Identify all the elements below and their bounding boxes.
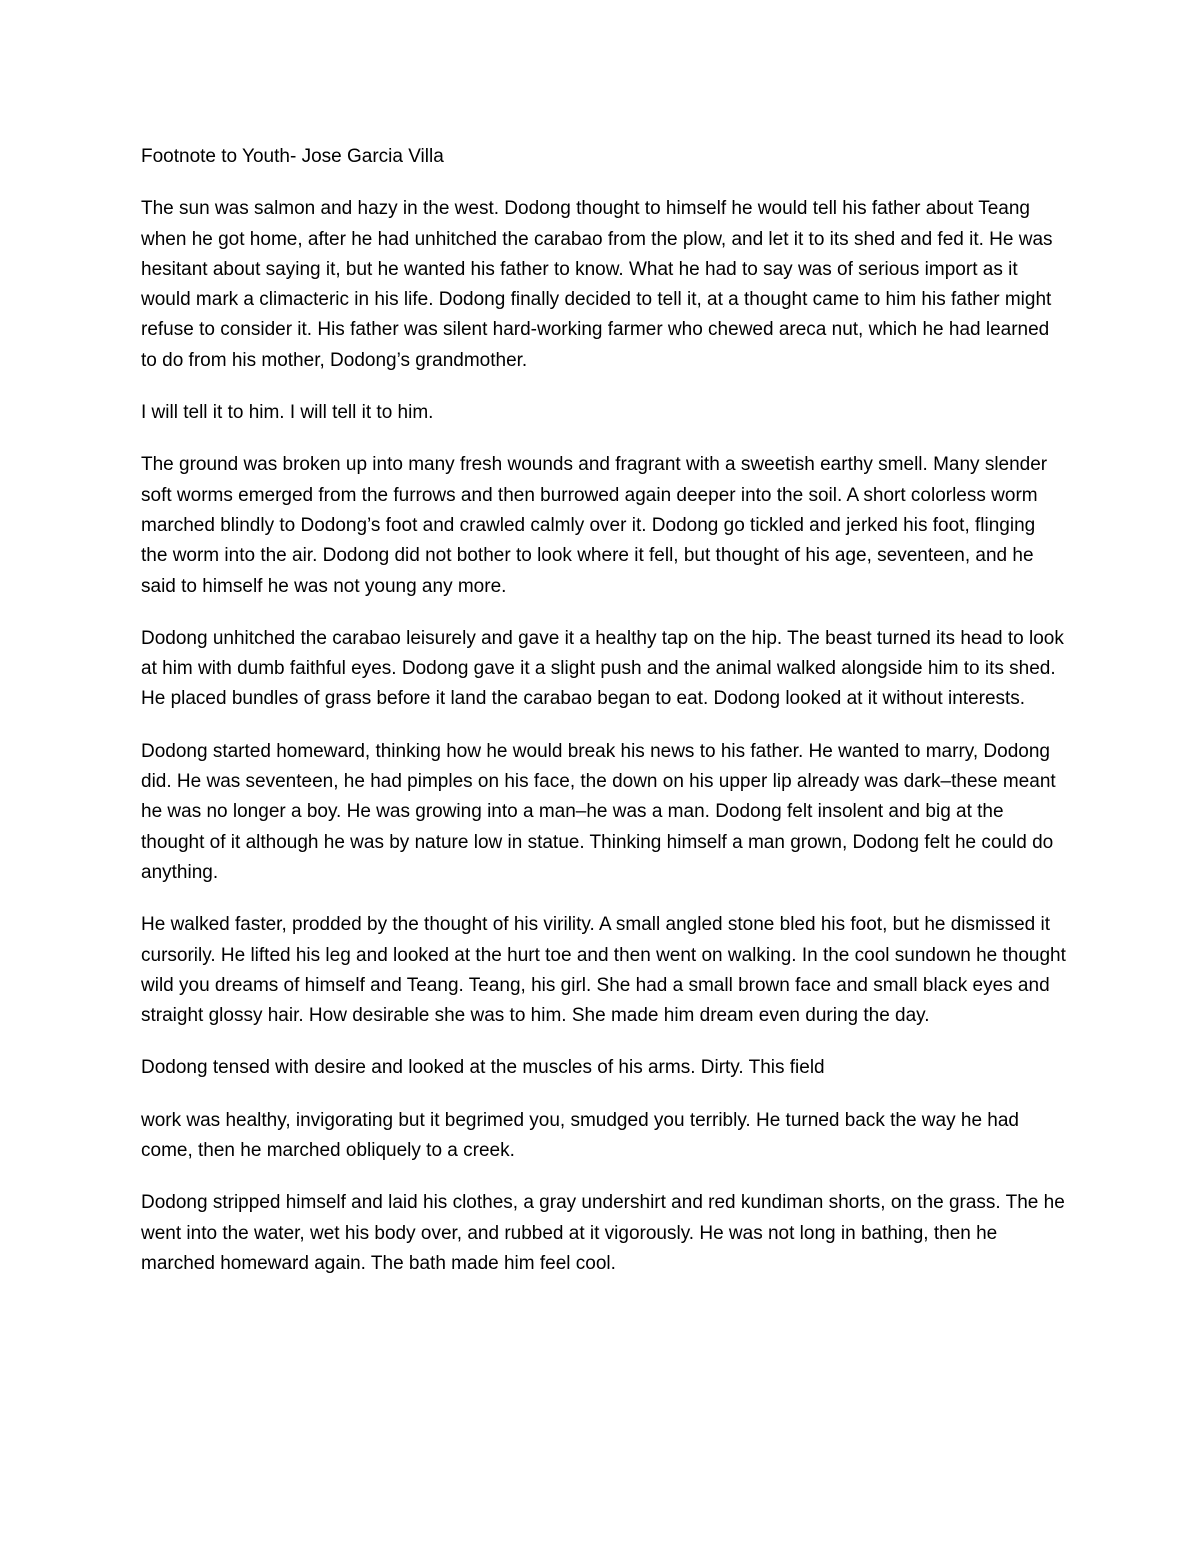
paragraph-8: work was healthy, invigorating but it begrimed you, smudged you terribly. He turned back the way he had come, then he marched obliquely to a creek. [141,1109,1019,1162]
paragraph-9: Dodong stripped himself and laid his clothes, a gray undershirt and red kundiman shorts, on the grass. The he went into the water, wet his body over, and rubbed at it vigorously. He was not long in bathing, then he marched homeward again. The bath made him feel cool. [141,1192,1065,1274]
paragraph-2: I will tell it to him. I will tell it to him. [141,402,434,424]
document-body [141,142,1066,1279]
paragraph-1: The sun was salmon and hazy in the west. Dodong thought to himself he would tell his father about Teang when he got home, after he had unhitched the carabao from the plow, and let it to its shed and fed it. He was hesitant about saying it, but he wanted his father to know. What he had to say was of serious import as it would mark a climacteric in his life. Dodong finally decided to tell it, at a thought came to him his father might refuse to consider it. His father was silent hard-working farmer who chewed areca nut, which he had learned to do from his mother, Dodong’s grandmother. [141,198,1053,371]
paragraph-7: Dodong tensed with desire and looked at the muscles of his arms. Dirty. This field [141,1057,825,1079]
paragraph-5: Dodong started homeward, thinking how he would break his news to his father. He wanted to marry, Dodong did. He was seventeen, he had pimples on his face, the down on his upper lip already was dark–these meant he was no longer a boy. He was growing into a man–he was a man. Dodong felt insolent and big at the thought of it although he was by nature low in statue. Thinking himself a man grown, Dodong felt he could do anything. [141,740,1056,883]
document-title: Footnote to Youth- Jose Garcia Villa [141,146,444,167]
paragraph-3: The ground was broken up into many fresh wounds and fragrant with a sweetish earthy smell. Many slender soft worms emerged from the furrows and then burrowed again deeper into the soil. A short colorless worm marched blindly to Dodong’s foot and crawled calmly over it. Dodong go tickled and jerked his foot, flinging the worm into the air. Dodong did not bother to look where it fell, but thought of his age, seventeen, and he said to himself he was not young any more. [141,454,1048,597]
paragraph-4: Dodong unhitched the carabao leisurely and gave it a healthy tap on the hip. The beast turned its head to look at him with dumb faithful eyes. Dodong gave it a slight push and the animal walked alongside him to its shed. He placed bundles of grass before it land the carabao began to eat. Dodong looked at it without interests. [141,627,1064,710]
paragraph-6: He walked faster, prodded by the thought of his virility. A small angled stone bled his foot, but he dismissed it cursorily. He lifted his leg and looked at the hurt toe and then went on walking. In the cool sundown he thought wild you dreams of himself and Teang. Teang, his girl. She had a small brown face and small black eyes and straight glossy hair. How desirable she was to him. She made him dream even during the day. [141,914,1066,1027]
